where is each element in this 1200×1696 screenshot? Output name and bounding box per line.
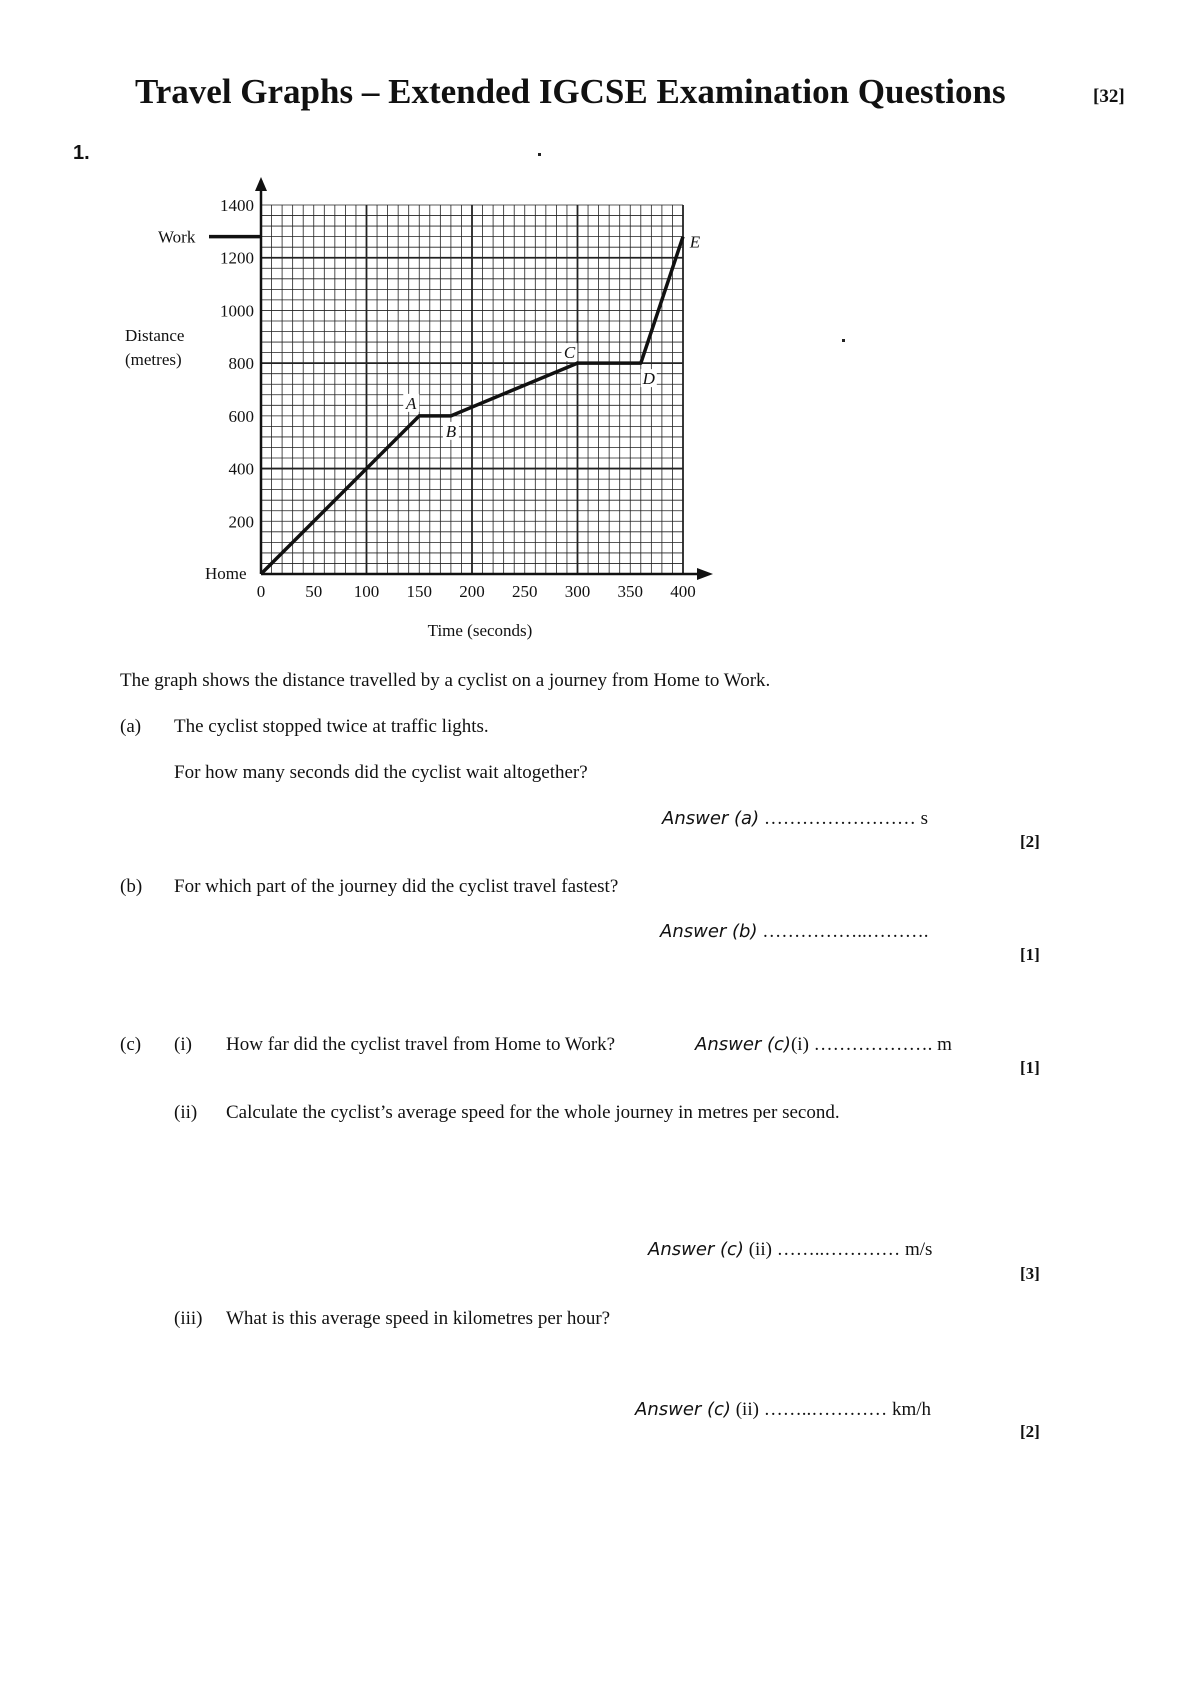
marks-b: [1] bbox=[1020, 945, 1040, 964]
part-c-iii-text: What is this average speed in kilometres per hour? bbox=[226, 1308, 611, 1329]
part-b-text: For which part of the journey did the cyclist travel fastest? bbox=[174, 876, 619, 897]
point-label-d: D bbox=[642, 369, 655, 389]
axes bbox=[209, 177, 713, 580]
point-label-c: C bbox=[563, 343, 576, 363]
x-axis-label: Time (seconds) bbox=[427, 621, 533, 640]
marks-c-i: [1] bbox=[1020, 1058, 1040, 1077]
answer-b-field[interactable]: ……………..………. bbox=[762, 921, 929, 942]
total-marks: [32] bbox=[1093, 86, 1125, 107]
point-label-a: A bbox=[406, 393, 417, 413]
answer-c-i-sub: (i) bbox=[790, 1034, 809, 1055]
answer-c-i-unit: m bbox=[937, 1034, 952, 1055]
x-tick-label: 250 bbox=[512, 582, 538, 601]
answer-c-iii bbox=[635, 1399, 931, 1421]
part-a-label: (a) bbox=[120, 716, 142, 737]
y-tick-label: 800 bbox=[228, 354, 254, 374]
answer-c-i-field[interactable]: ………………. bbox=[813, 1034, 933, 1055]
marks-c-iii: [2] bbox=[1020, 1422, 1040, 1441]
answer-a-unit: s bbox=[920, 808, 928, 829]
work-label: Work bbox=[158, 227, 196, 247]
answer-c-ii bbox=[648, 1239, 932, 1261]
answer-b bbox=[660, 921, 929, 943]
answer-b-label: Answer (b) bbox=[660, 921, 758, 942]
y-axis-label: (metres) bbox=[125, 349, 182, 369]
part-c-label: (c) bbox=[120, 1034, 142, 1055]
intro-text: The graph shows the distance travelled by a cyclist on a journey from Home to Work. bbox=[120, 670, 771, 691]
marks-c-ii: [3] bbox=[1020, 1264, 1040, 1283]
y-tick-label: 1400 bbox=[220, 196, 254, 215]
x-tick-label: 150 bbox=[406, 582, 432, 601]
part-c-ii-label: (ii) bbox=[174, 1102, 198, 1123]
travel-graph bbox=[110, 175, 730, 655]
y-tick-label: 1200 bbox=[220, 248, 254, 268]
y-tick-label: 600 bbox=[228, 406, 254, 426]
part-a-question: For how many seconds did the cyclist wait altogether? bbox=[174, 762, 588, 783]
answer-c-ii-label: Answer (c) bbox=[648, 1239, 744, 1260]
y-tick-label: 200 bbox=[228, 512, 254, 532]
y-tick-label: 400 bbox=[228, 459, 254, 479]
x-tick-label: 0 bbox=[256, 582, 266, 601]
answer-c-iii-sub: (ii) bbox=[735, 1399, 759, 1420]
x-tick-label: 50 bbox=[305, 582, 323, 601]
y-axis-arrow bbox=[255, 177, 267, 191]
part-c-iii-label: (iii) bbox=[174, 1308, 203, 1329]
answer-c-i-label: Answer (c) bbox=[695, 1034, 791, 1055]
stray-dot bbox=[538, 153, 541, 156]
part-b-label: (b) bbox=[120, 876, 143, 897]
point-label-b: B bbox=[445, 421, 457, 441]
answer-c-iii-label: Answer (c) bbox=[635, 1399, 731, 1420]
part-c-i-text: How far did the cyclist travel from Home to Work? bbox=[226, 1034, 616, 1055]
answer-c-ii-field[interactable]: ……..………… bbox=[776, 1239, 901, 1260]
page-title: Travel Graphs – Extended IGCSE Examination Questions bbox=[135, 72, 1006, 111]
home-label: Home bbox=[205, 564, 247, 583]
answer-c-i bbox=[695, 1034, 952, 1056]
y-axis-label: Distance bbox=[125, 325, 185, 345]
x-tick-label: 300 bbox=[564, 582, 591, 601]
answer-a-field[interactable]: …………………… bbox=[763, 808, 916, 829]
marks-a: [2] bbox=[1020, 832, 1040, 851]
answer-c-iii-field[interactable]: ……..………… bbox=[763, 1399, 888, 1420]
part-c-ii-text: Calculate the cyclist’s average speed for the whole journey in metres per second. bbox=[226, 1102, 840, 1123]
part-c-i-label: (i) bbox=[174, 1034, 192, 1055]
x-axis-arrow bbox=[697, 568, 713, 580]
x-tick-label: 200 bbox=[459, 582, 485, 601]
point-label-e: E bbox=[689, 232, 701, 252]
point-labels bbox=[403, 233, 703, 441]
tick-labels bbox=[220, 196, 696, 601]
answer-c-ii-sub: (ii) bbox=[748, 1239, 772, 1260]
x-tick-label: 100 bbox=[353, 582, 380, 601]
answer-c-ii-unit: m/s bbox=[904, 1239, 933, 1260]
y-tick-label: 1000 bbox=[220, 301, 254, 321]
stray-dot bbox=[842, 339, 845, 342]
question-number: 1. bbox=[73, 142, 90, 164]
answer-a bbox=[662, 808, 928, 830]
x-tick-label: 350 bbox=[617, 582, 643, 601]
answer-a-label: Answer (a) bbox=[662, 808, 760, 829]
x-tick-label: 400 bbox=[670, 582, 696, 601]
part-a-text: The cyclist stopped twice at traffic lights. bbox=[174, 716, 489, 737]
answer-c-iii-unit: km/h bbox=[891, 1399, 931, 1420]
